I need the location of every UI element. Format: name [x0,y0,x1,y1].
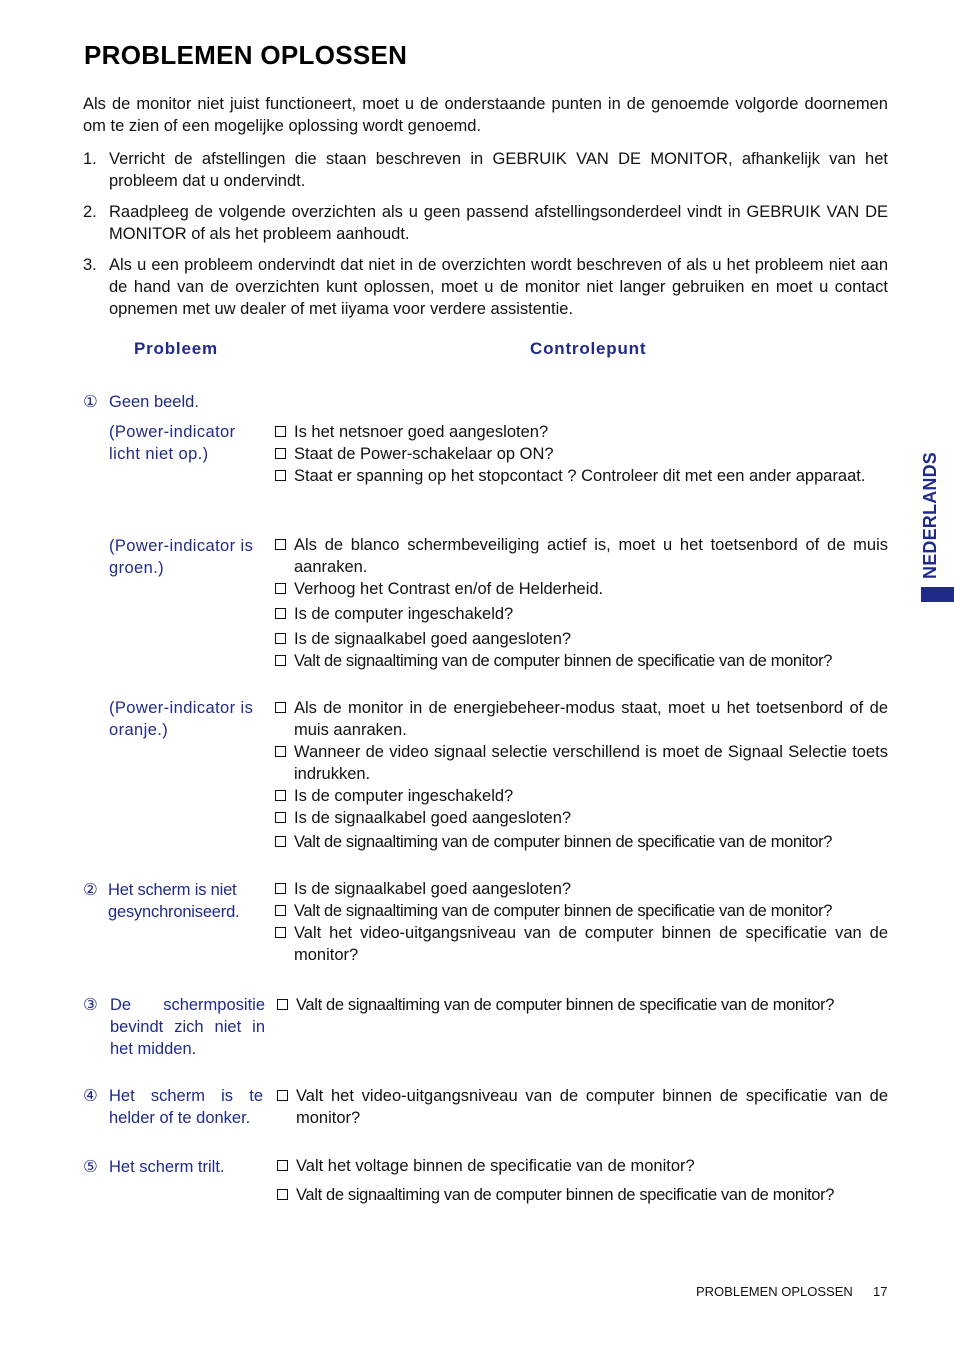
checkbox-icon [275,836,286,847]
check-item [274,741,888,785]
language-side-label [918,450,942,580]
problem-label: De schermpositie bevindt zich niet in het midden. [110,996,265,1058]
problem-label: Het scherm is niet gesynchroniseerd. [108,881,240,921]
problem-2 [83,879,258,923]
problem-4 [83,1085,263,1129]
step-text: Verricht de afstellingen die staan beschreven in GEBRUIK VAN DE MONITOR, afhankelijk van het probleem dat u ondervindt. [109,150,888,190]
checklist-5 [276,1155,888,1206]
problem-marker: ② [83,881,98,899]
check-item [274,650,888,672]
check-text: Is de signaalkabel goed aangesloten? [294,809,572,827]
check-item [274,878,888,900]
checkbox-icon [277,1189,288,1200]
check-item [274,534,888,578]
checkbox-icon [275,790,286,801]
step-item [83,201,888,245]
step-text: Raadpleeg de volgende overzichten als u geen passend afstellingsonderdeel vindt in GEBRUIK VAN DE MONITOR of als het probleem aanhoudt. [109,203,888,243]
check-item [276,1184,888,1206]
check-item [276,1155,888,1177]
problem-1c-label: (Power-indicator is oranje.) [109,699,254,739]
column-header-check: Controlepunt [530,339,647,358]
page-number: 17 [873,1284,888,1299]
check-item [274,628,888,650]
checkbox-icon [275,883,286,894]
check-item [274,785,888,807]
checkbox-icon [275,702,286,713]
step-number: 3. [83,256,97,274]
problem-1b-label: (Power-indicator is groen.) [109,537,254,577]
check-item [274,922,888,966]
step-number: 2. [83,203,97,221]
check-text: Is de signaalkabel goed aangesloten? [294,630,572,648]
checkbox-icon [275,905,286,916]
problem-5 [83,1156,225,1178]
check-text: Valt het voltage binnen de specificatie van de monitor? [296,1157,695,1175]
check-text: Staat er spanning op het stopcontact ? Controleer dit met een ander apparaat. [294,467,866,485]
checkbox-icon [275,633,286,644]
page-title: PROBLEMEN OPLOSSEN [84,40,408,70]
checklist-1a [274,421,888,487]
check-item [274,603,888,625]
footer-section-title: PROBLEMEN OPLOSSEN [696,1284,853,1299]
checkbox-icon [277,1160,288,1171]
check-text: Als de monitor in de energiebeheer-modus staat, moet u het toetsenbord of de muis aanraken. [294,699,888,739]
checkbox-icon [275,448,286,459]
checkbox-icon [275,608,286,619]
check-item [276,1085,888,1129]
check-text: Wanneer de video signaal selectie verschillend is moet de Signaal Selectie toets indrukken. [294,743,888,783]
check-item [274,900,888,922]
problem-1a-label: (Power-indicator licht niet op.) [109,423,236,463]
problem-3 [83,994,265,1060]
checkbox-icon [275,426,286,437]
check-text: Valt het video-uitgangsniveau van de computer binnen de specificatie van de monitor? [294,924,888,964]
checkbox-icon [275,812,286,823]
checkbox-icon [275,470,286,481]
checkbox-icon [275,583,286,594]
intro-paragraph: Als de monitor niet juist functioneert, moet u de onderstaande punten in de genoemde volgorde doornemen om te zien of een mogelijke oplossing wordt genoemd. [83,95,888,135]
check-item [274,465,888,487]
checklist-4 [276,1085,888,1129]
check-text: Valt het video-uitgangsniveau van de computer binnen de specificatie van de monitor? [296,1087,888,1127]
check-text: Als de blanco schermbeveiliging actief is, moet u het toetsenbord of de muis aanraken. [294,536,888,576]
check-text: Valt de signaaltiming van de computer binnen de specificatie van de monitor? [294,833,833,851]
problem-label: Het scherm is te helder of te donker. [109,1087,263,1127]
check-item [274,807,888,829]
step-text: Als u een probleem ondervindt dat niet in de overzichten wordt beschreven of als u het probleem niet aan de hand van de overzichten kunt oplossen, moet u de monitor niet langer gebruiken en moet u contact opnemen met uw dealer of met iiyama voor verdere assistentie. [109,256,888,318]
check-text: Verhoog het Contrast en/of de Helderheid. [294,580,604,598]
check-item [274,697,888,741]
check-text: Is de computer ingeschakeld? [294,605,514,623]
check-text: Is het netsnoer goed aangesloten? [294,423,549,441]
steps-list [83,148,888,329]
checklist-1c [274,697,888,853]
checklist-3 [276,994,888,1016]
step-number: 1. [83,150,97,168]
checkbox-icon [275,655,286,666]
problem-marker: ③ [83,996,98,1014]
problem-marker: ⑤ [83,1158,98,1176]
checkbox-icon [277,1090,288,1101]
check-item [274,421,888,443]
check-item [274,831,888,853]
checkbox-icon [277,999,288,1010]
check-text: Is de signaalkabel goed aangesloten? [294,880,572,898]
column-header-problem: Probleem [134,339,218,358]
checkbox-icon [275,746,286,757]
problem-1 [83,391,199,413]
check-text: Valt de signaaltiming van de computer binnen de specificatie van de monitor? [294,652,833,670]
check-text: Valt de signaaltiming van de computer binnen de specificatie van de monitor? [296,996,835,1014]
language-tab-marker [921,587,954,602]
checklist-2 [274,878,888,966]
checkbox-icon [275,927,286,938]
check-text: Is de computer ingeschakeld? [294,787,514,805]
problem-marker: ① [83,393,98,411]
problem-label: Geen beeld. [109,393,199,411]
step-item [83,254,888,320]
check-text: Valt de signaaltiming van de computer binnen de specificatie van de monitor? [294,902,833,920]
check-item [276,994,888,1016]
check-text: Staat de Power-schakelaar op ON? [294,445,554,463]
problem-label: Het scherm trilt. [109,1158,225,1176]
checklist-1b [274,534,888,672]
checkbox-icon [275,539,286,550]
check-item [274,443,888,465]
step-item [83,148,888,192]
check-text: Valt de signaaltiming van de computer binnen de specificatie van de monitor? [296,1186,835,1204]
language-label-text: NEDERLANDS [919,451,940,579]
check-item [274,578,888,600]
problem-marker: ④ [83,1087,98,1105]
